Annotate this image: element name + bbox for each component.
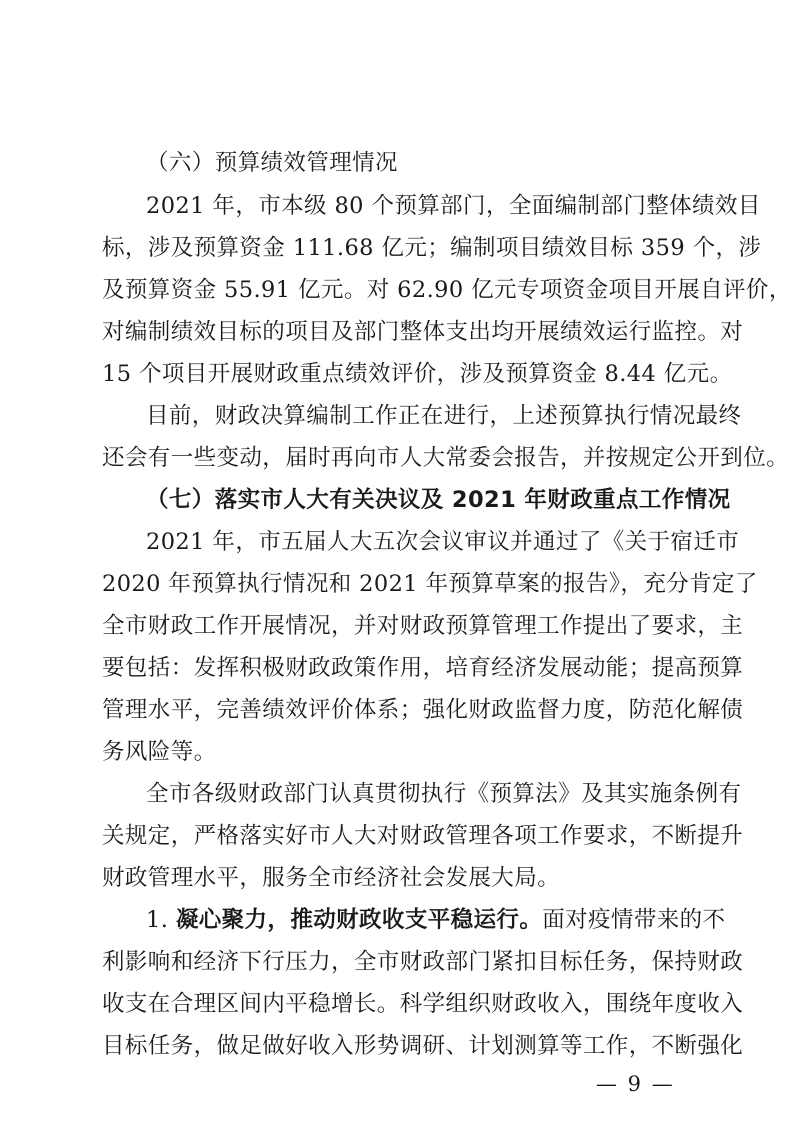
paragraph-line: 全市财政工作开展情况，并对财政预算管理工作提出了要求，主 xyxy=(102,613,744,639)
item-number: 1. xyxy=(146,907,176,933)
page-number: — 9 — xyxy=(596,1072,675,1096)
paragraph-line: 2021 年，市五届人大五次会议审议并通过了《关于宿迁市 xyxy=(146,529,740,555)
paragraph-line: 标，涉及预算资金 111.68 亿元；编制项目绩效目标 359 个，涉 xyxy=(102,235,762,261)
paragraph-line: 财政管理水平，服务全市经济社会发展大局。 xyxy=(102,865,561,891)
paragraph-line: 全市各级财政部门认真贯彻执行《预算法》及其实施条例有 xyxy=(146,781,742,807)
item-1-first-line xyxy=(146,902,726,938)
paragraph-line: 2020 年预算执行情况和 2021 年预算草案的报告》，充分肯定了 xyxy=(102,571,758,597)
paragraph-line: 还会有一些变动，届时再向市人大常委会报告，并按规定公开到位。 xyxy=(102,445,790,471)
paragraph-line: 务风险等。 xyxy=(102,739,217,765)
paragraph-line: 2021 年，市本级 80 个预算部门，全面编制部门整体绩效目 xyxy=(146,193,761,219)
item-bold-lead: 凝心聚力，推动财政收支平稳运行。 xyxy=(175,907,543,933)
paragraph-line: 利影响和经济下行压力，全市财政部门紧扣目标任务，保持财政 xyxy=(102,949,744,975)
paragraph-line: 目前，财政决算编制工作正在进行，上述预算执行情况最终 xyxy=(146,403,742,429)
section-heading-6: （六）预算绩效管理情况 xyxy=(146,150,398,176)
item-text: 面对疫情带来的不 xyxy=(542,907,726,933)
paragraph-line: 关规定，严格落实好市人大对财政管理各项工作要求，不断提升 xyxy=(102,823,744,849)
paragraph-line: 要包括：发挥积极财政政策作用，培育经济发展动能；提高预算 xyxy=(102,655,744,681)
paragraph-line: 管理水平，完善绩效评价体系；强化财政监督力度，防范化解债 xyxy=(102,697,744,723)
paragraph-line: 及预算资金 55.91 亿元。对 62.90 亿元专项资金项目开展自评价， xyxy=(102,277,792,303)
paragraph-line: 收支在合理区间内平稳增长。科学组织财政收入，围绕年度收入 xyxy=(102,991,744,1017)
section-heading-7: （七）落实市人大有关决议及 2021 年财政重点工作情况 xyxy=(146,487,731,513)
paragraph-line: 15 个项目开展财政重点绩效评价，涉及预算资金 8.44 亿元。 xyxy=(102,361,733,387)
paragraph-line: 对编制绩效目标的项目及部门整体支出均开展绩效运行监控。对 xyxy=(102,319,744,345)
paragraph-line: 目标任务，做足做好收入形势调研、计划测算等工作，不断强化 xyxy=(102,1033,744,1059)
